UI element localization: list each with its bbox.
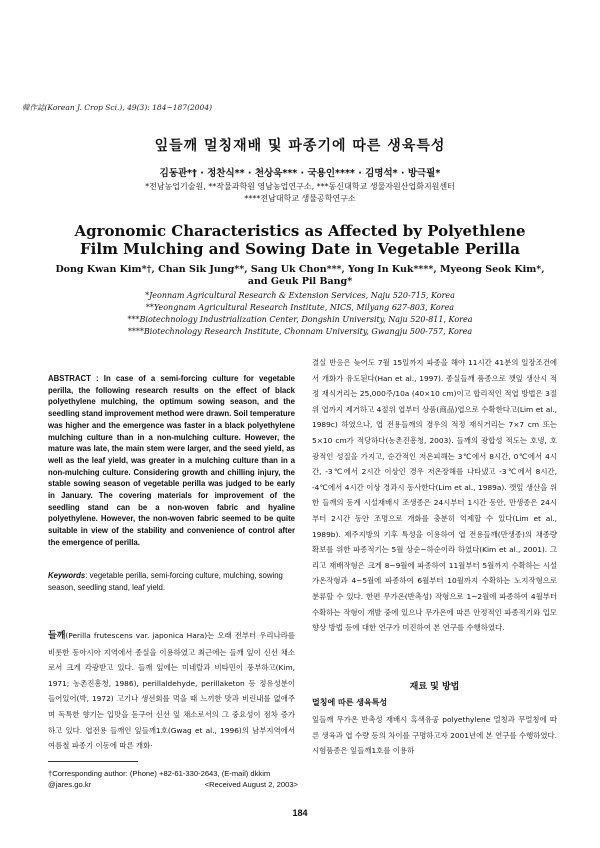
english-authors-line: Dong Kwan Kim*†, Chan Sik Jung**, Sang Uk Chon***, Yong In Kuk****, Myeong Seok Kim*, [55, 264, 545, 275]
abstract: ABSTRACT : In case of a semi-forcing culture for vegetable perilla, the following research results on the effect of black polyethylene mulching, the optimum sowing season, and the seedling stand improvement method were drawn. Soil temperature was higher and the emergence was faster in a black polyethylene mulching culture than in a non-mulching culture. However, the mature was late, the main stem were larger, and the seed yield, as well as the leaf yield, was greater in a mulching culture than in a non-mulching culture. Considering growth and chilling injury, the stable sowing season of vegetable perilla was judged to be early in January. The covering materials for improvement of the seedling stand can be a non-woven fabric and hyaline polyethylene. However, the non-woven fabric seemed to be quite suitable in view of the stability and convenience of control after the emergence of perilla. [48, 374, 295, 547]
footnote-rule [48, 761, 138, 762]
page-number: 184 [292, 808, 308, 818]
footnote [48, 768, 298, 790]
methods-text: 잎들깨 무가온 반촉성 재배시 흑색유공 polyethylene 멀칭과 무멀칭에 따른 생육과 엽 수량 등의 차이를 구명하고자 2001년에 본 연구를 수행하였다. 시험품종은 잎들깨1호를 이용하 [312, 715, 557, 756]
keywords-text: : vegetable perilla, semi-forcing culture, mulching, sowing season, seedling stand, leaf yield. [48, 571, 283, 592]
english-affiliation: ***Biotechnology Industrialization Center, Dongshin University, Naju 520-811, Korea [127, 315, 473, 324]
english-affiliation: **Yeongnam Agricultural Research Institute, NICS, Milyang 627-803, Korea [145, 303, 455, 312]
korean-affiliation: ****전남대학교 생물공학연구소 [244, 194, 356, 203]
korean-authors: 김동관*† · 정찬식** · 천상욱*** · 국용인**** · 김명석* · 방극필* [159, 168, 441, 179]
subsection-heading: 멀칭에 따른 생육특성 [312, 698, 388, 707]
keywords-label: Keywords [48, 571, 86, 580]
journal-citation: 韓作誌(Korean J. Crop Sci.), 49(3): 184~187(2004) [22, 103, 213, 112]
korean-title: 잎들깨 멀칭재배 및 파종기에 따른 생육특성 [154, 138, 446, 154]
introduction-text [48, 628, 295, 754]
keywords [48, 570, 295, 593]
corresponding-author: †Corresponding author: (Phone) +82-61-330-2643, (E-mail) dkkim [48, 769, 271, 778]
intro-body: (Perilla frutescens var. japonica Hara)는 오래 전부터 우리나라를 비롯한 동아시아 지역에서 종실을 이용하였고 최근에는 들깨 잎이 신선 채소로서 크게 각광받고 있다. 들깨 잎에는 미네랄과 비타민이 풍부하고(Kim, 1971; 농촌진흥청, 1986), perillaldehyde, perillaketon 등 정유성분이 들어있어(박, 1972) 고기나 생선회를 먹을 때 느끼한 맛과 비린내를 없애주며 독특한 향기는 입맛을 돋구어 신선 잎 채소로서의 그 중요성이 점차 증가하고 있다. 엽전용 들깨인 잎들깨1호(Gwag et al., 1996)의 남부지역에서 여름철 파종기 이동에 따른 개화· [48, 631, 295, 751]
english-title: Agronomic Characteristics as Affected by Polyethlene [74, 222, 526, 240]
english-title: Film Mulching and Sowing Date in Vegetable Perilla [80, 240, 520, 258]
english-authors [0, 264, 600, 288]
section-heading: 재료 및 방법 [409, 682, 460, 692]
korean-affiliation: *전남농업기술원, **작물과학원 영남농업연구소, ***동신대학교 생물자원산업화지원센터 [145, 182, 455, 191]
author-email: @jares.go.kr [48, 780, 92, 789]
received-date: <Received August 2, 2003> [204, 780, 298, 789]
english-affiliation: ****Biotechnology Research Institute, Chonnam University, Gwangju 500-757, Korea [127, 327, 473, 336]
english-authors-line: and Geuk Pil Bang* [247, 276, 353, 287]
english-affiliation: *Jeonnam Agricultural Research & Extension Services, Naju 520-715, Korea [145, 291, 455, 300]
right-column-text: 결실 반응은 늦어도 7월 15일까지 파종을 해야 11시간 41분의 일장조건에서 개화가 유도된다(Han et al., 1997). 종실들깨 품종으로 깻잎 생산시 적정 재식거리는 25,000주/10a (40×10 cm)이고 합리적인 적엽 방법은 3절위 엽까지 제거하고 4절위 엽부터 상품(商品)엽으로 수확한다고(Lim et al., 1989c) 하였으나, 엽 전용들깨의 경우의 적정 재식거리는 7×7 cm 또는 5×10 cm가 적당하다(농촌진흥청, 2003). 들깨의 광합성 적도는 호냉, 호광적인 성질을 가지고, 순간적인 저온피해는 3℃에서 8시간, 0℃에서 4시간, -3℃에서 2시간 이상인 경우 저온장해를 나타냈고 -3℃에서 8시간, -4℃에서 4시간 이상 경과시 동사한다(Lim et al., 1989a). 깻잎 생산을 위한 들깨의 동계 시설재배시 조생종은 24시부터 1시간 동안, 만생종은 24시부터 2시간 동안 조명으로 개화를 충분히 억제할 수 있다(Lim et al., 1989b). 제주지방의 기후 특성을 이용하여 엽 전용들깨(만생종)의 채종량 확보를 위한 파종적기는 5월 상순~하순이라 하였다(Kim et al., 2001). 그리고 재배작형은 크게 8~9월에 파종하여 11월부터 5월까지 수확하는 시설 가온작형과 4~5월에 파종하여 6월부터 10월까지 수확하는 노지작형으로 분류할 수 있다. 한편 무가온(반촉성) 작형으로 1~2월에 파종하여 4월부터 수확하는 작형이 개발 중에 있으나 무가온에 따른 안정적인 파종적기와 입모향상 방법 등에 대한 연구가 미진하여 본 연구를 수행하였다. [312, 358, 557, 633]
intro-lead: 들깨 [48, 631, 66, 641]
